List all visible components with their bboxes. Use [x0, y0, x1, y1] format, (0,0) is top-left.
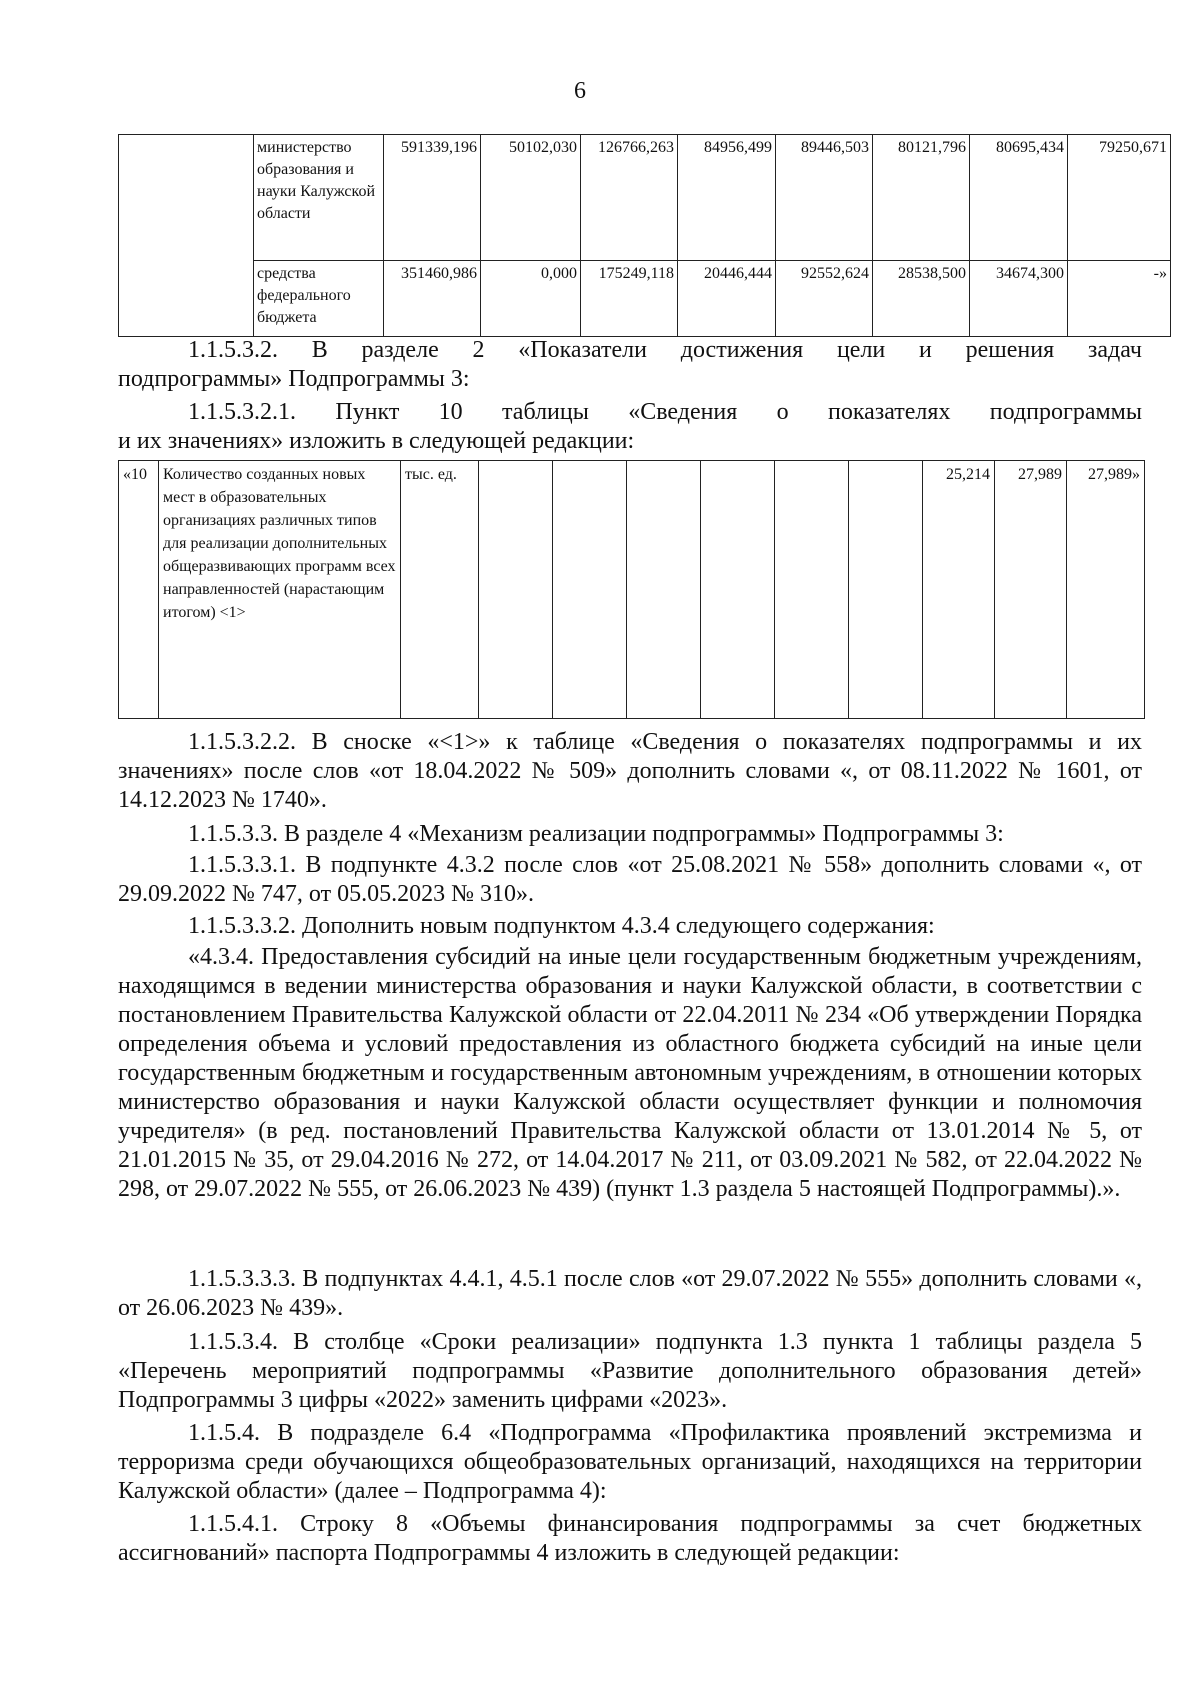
paragraph: 1.1.5.3.4. В столбце «Сроки реализации» подпункта 1.3 пункта 1 таблицы раздела 5 «Перечень мероприятий подпрограммы «Развитие дополнительного образования детей» Подпрограммы 3 цифры «2022» заменить цифрами «2023». [118, 1329, 1142, 1413]
unit-cell: тыс. ед. [401, 461, 479, 719]
paragraph: 1.1.5.3.3.3. В подпунктах 4.4.1, 4.5.1 после слов «от 29.07.2022 № 555» дополнить словами «, от 26.06.2023 № 439». [118, 1266, 1142, 1321]
value-cell [849, 461, 923, 719]
paragraph: 1.1.5.3.3.1. В подпункте 4.3.2 после слов «от 25.08.2021 № 558» дополнить словами «, от 29.09.2022 № 747, от 05.05.2023 № 310». [118, 852, 1142, 907]
empty-cell [119, 135, 254, 337]
paragraph: «4.3.4. Предоставления субсидий на иные цели государственным бюджетным учреждениям, находящимся в ведении министерства образования и науки Калужской области, в соответствии с постановлением Правительства Калужской области от 22.04.2011 № 234 «Об утверждении Порядка определения объема и условий предоставления из областного бюджета субсидий на иные цели государственным бюджетным и государственным автономным учреждениям, в отношении которых министерство образования и науки Калужской области осуществляет функции и полномочия учредителя» (в ред. постановлений Правительства Калужской области от 13.01.2014 № 5, от 21.01.2015 № 35, от 29.04.2016 № 272, от 14.04.2017 № 211, от 03.09.2021 № 582, от 22.04.2022 № 298, от 29.07.2022 № 555, от 26.06.2023 № 439) (пункт 1.3 раздела 5 настоящей Подпрограммы).». [118, 944, 1142, 1202]
value-cell: 28538,500 [873, 261, 970, 337]
value-cell: 84956,499 [678, 135, 776, 261]
page-number: 6 [574, 78, 586, 104]
value-cell: 351460,986 [384, 261, 481, 337]
paragraph: 1.1.5.3.2.2. В сноске «<1>» к таблице «Сведения о показателях подпрограммы и их значениях» после слов «от 18.04.2022 № 509» дополнить словами «, от 08.11.2022 № 1601, от 14.12.2023 № 1740». [118, 729, 1142, 813]
value-cell: 20446,444 [678, 261, 776, 337]
table-row [119, 461, 1145, 719]
value-cell [479, 461, 553, 719]
table-row [119, 135, 1171, 261]
paragraph: 1.1.5.3.3. В разделе 4 «Механизм реализации подпрограммы» Подпрограммы 3: [188, 821, 1004, 847]
value-cell: -» [1068, 261, 1171, 337]
value-cell: 92552,624 [776, 261, 873, 337]
value-cell [775, 461, 849, 719]
value-cell: 80695,434 [970, 135, 1068, 261]
value-cell: 175249,118 [581, 261, 678, 337]
paragraph: 1.1.5.3.2.1. Пункт 10 таблицы «Сведения о показателях подпрограммы [188, 399, 1142, 425]
source-label: средства федерального бюджета [254, 261, 384, 337]
value-cell: 0,000 [481, 261, 581, 337]
paragraph: 1.1.5.3.3.2. Дополнить новым подпунктом 4.3.4 следующего содержания: [188, 913, 935, 939]
value-cell: 27,989» [1067, 461, 1145, 719]
value-cell: 79250,671 [1068, 135, 1171, 261]
value-cell [627, 461, 701, 719]
paragraph: 1.1.5.4.1. Строку 8 «Объемы финансирования подпрограммы за счет бюджетных ассигнований» паспорта Подпрограммы 4 изложить в следующей редакции: [118, 1511, 1142, 1566]
value-cell: 591339,196 [384, 135, 481, 261]
value-cell: 25,214 [923, 461, 995, 719]
value-cell: 80121,796 [873, 135, 970, 261]
paragraph: подпрограммы» Подпрограммы 3: [118, 366, 470, 392]
row-number: «10 [119, 461, 159, 719]
value-cell: 126766,263 [581, 135, 678, 261]
paragraph: и их значениях» изложить в следующей редакции: [118, 428, 635, 454]
table-row [119, 261, 1171, 337]
paragraph: 1.1.5.3.2. В разделе 2 «Показатели достижения цели и решения задач [188, 337, 1142, 363]
value-cell: 89446,503 [776, 135, 873, 261]
source-label: министерство образования и науки Калужской области [254, 135, 384, 261]
indicator-name: Количество созданных новых мест в образовательных организациях различных типов для реализации дополнительных общеразвивающих программ всех направленностей (нарастающим итогом) <1> [159, 461, 401, 719]
value-cell: 50102,030 [481, 135, 581, 261]
value-cell [553, 461, 627, 719]
value-cell: 34674,300 [970, 261, 1068, 337]
value-cell [701, 461, 775, 719]
value-cell: 27,989 [995, 461, 1067, 719]
paragraph: 1.1.5.4. В подразделе 6.4 «Подпрограмма «Профилактика проявлений экстремизма и терроризма среди обучающихся общеобразовательных организаций, находящихся на территории Калужской области» (далее – Подпрограмма 4): [118, 1420, 1142, 1504]
finance-table [118, 134, 1171, 337]
indicator-table [118, 460, 1145, 719]
